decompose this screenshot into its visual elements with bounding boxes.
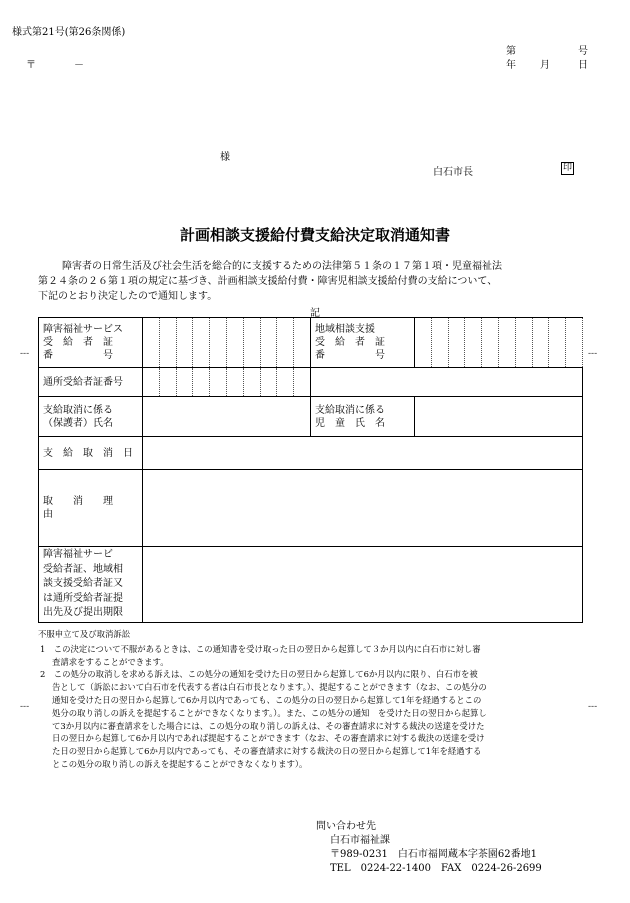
intro-line-2: 第２４条の２６第１項の規定に基づき、計画相談支援給付費・障害児相談支援給付費の支給について、 xyxy=(38,276,498,287)
service-cert-digit[interactable] xyxy=(193,318,210,368)
service-cert-digit[interactable] xyxy=(277,318,294,368)
guardian-name-label: 支給取消に係る （保護者）氏名 xyxy=(39,397,143,437)
form-number: 様式第21号(第26条関係) xyxy=(12,27,126,38)
table-row xyxy=(39,470,583,547)
regional-cert-digit[interactable] xyxy=(414,318,431,368)
margin-mark-right-top: --- xyxy=(588,349,598,359)
service-cert-digit[interactable] xyxy=(210,318,227,368)
cancel-reason-field[interactable] xyxy=(143,470,583,547)
cancel-reason-label: 取 消 理 由 xyxy=(39,470,143,547)
outpatient-cert-digit[interactable] xyxy=(226,368,243,397)
outpatient-cert-label: 通所受給者証番号 xyxy=(39,368,143,397)
seal-stamp: 印 xyxy=(563,163,573,173)
service-cert-label: 障害福祉サービス 受 給 者 証 番 号 xyxy=(39,318,143,368)
page-title: 計画相談支援給付費支給決定取消通知書 xyxy=(179,226,450,244)
child-name-field[interactable] xyxy=(414,397,582,437)
decision-form-table xyxy=(38,317,583,623)
table-row xyxy=(39,318,583,368)
regional-cert-digit[interactable] xyxy=(515,318,532,368)
outpatient-cert-digit[interactable] xyxy=(193,368,210,397)
doc-no-prefix: 第 xyxy=(506,46,516,57)
margin-mark-left-bottom: --- xyxy=(20,702,30,712)
sender-name: 白石市長 xyxy=(433,167,473,178)
regional-cert-label: 地域相談支援 受 給 者 証 番 号 xyxy=(310,318,414,368)
child-name-label: 支給取消に係る 児 童 氏 名 xyxy=(310,397,414,437)
date-month: 月 xyxy=(540,60,550,71)
regional-cert-digit[interactable] xyxy=(448,318,465,368)
outpatient-cert-digit[interactable] xyxy=(294,368,311,397)
guardian-name-field[interactable] xyxy=(143,397,311,437)
table-row xyxy=(39,368,583,397)
service-cert-digit[interactable] xyxy=(159,318,176,368)
recipient-honorific: 様 xyxy=(220,152,230,163)
appeal-item-1: 1 この決定について不服があるときは、この通知書を受け取った日の翌日から起算して３か月以内に白石市に対し審 査請求をすることができます。 xyxy=(40,643,481,667)
regional-cert-digit[interactable] xyxy=(482,318,499,368)
cancel-date-label: 支 給 取 消 日 xyxy=(39,437,143,470)
postal-mark: 〒 xyxy=(26,60,36,71)
service-cert-digit[interactable] xyxy=(143,318,160,368)
service-cert-digit[interactable] xyxy=(294,318,311,368)
regional-cert-digit[interactable] xyxy=(566,318,583,368)
margin-mark-left-top: --- xyxy=(20,349,30,359)
outpatient-cert-digit[interactable] xyxy=(143,368,160,397)
intro-line-3: 下記のとおり決定したので通知します。 xyxy=(38,291,218,302)
appeal-item-2: 2 この処分の取消しを求める訴えは、この処分の通知を受けた日の翌日から起算して6か月以内に限り、白石市を被 告として（訴訟において白石市を代表する者は白石市長となります。）、提起することができます（なお、この処分の 通知を受けた日の翌日から起算して6か月以内であっても、この処分の日の翌日から起算して1年を経過するとこの 処分の取り消しの訴えを提起することができなくなります。）。また、この処分の通知 を受けた日の翌日から起算し て3か月以内に審査請求をした場合には、この処分の取り消しの訴えは、その審査請求に対する裁決の送達を受けた 日の翌日から起算して6か月以内であれば提起することができます（なお、その審査請求に対する裁決の送達を受け た日の翌日から起算して6か月以内であっても、その審査請求に対する裁決の日の翌日から起算して1年を経過する とこの処分の取り消しの訴えを提起することができなくなります）。 xyxy=(40,669,487,769)
date-year: 年 xyxy=(506,60,516,71)
regional-cert-digit[interactable] xyxy=(532,318,549,368)
service-cert-digit[interactable] xyxy=(243,318,260,368)
outpatient-cert-digit[interactable] xyxy=(243,368,260,397)
outpatient-cert-digit[interactable] xyxy=(176,368,193,397)
ki-marker: 記 xyxy=(310,308,320,319)
margin-mark-right-bottom: --- xyxy=(588,702,598,712)
regional-cert-digit[interactable] xyxy=(465,318,482,368)
outpatient-cert-digit[interactable] xyxy=(210,368,227,397)
contact-dept: 白石市福祉課 xyxy=(330,835,390,846)
cancel-date-field[interactable] xyxy=(143,437,583,470)
doc-no-suffix: 号 xyxy=(578,46,588,57)
regional-cert-digit[interactable] xyxy=(549,318,566,368)
submission-field[interactable] xyxy=(143,547,583,623)
table-row xyxy=(39,437,583,470)
appeal-heading: 不服申立て及び取消訴訟 xyxy=(38,629,131,639)
regional-cert-digit[interactable] xyxy=(498,318,515,368)
outpatient-blank-cell xyxy=(310,368,582,397)
outpatient-cert-digit[interactable] xyxy=(277,368,294,397)
intro-line-1: 障害者の日常生活及び社会生活を総合的に支援するための法律第５１条の１７第１項・児童福祉法 xyxy=(62,261,502,272)
table-row xyxy=(39,397,583,437)
outpatient-cert-digit[interactable] xyxy=(260,368,277,397)
submission-label: 障害福祉サービ 受給者証、地域相 談支援受給者証又 は通所受給者証提 出先及び提出期限 xyxy=(39,547,143,623)
contact-heading: 問い合わせ先 xyxy=(316,821,376,832)
service-cert-digit[interactable] xyxy=(226,318,243,368)
contact-phone: TEL 0224-22-1400 FAX 0224-26-2699 xyxy=(330,863,542,874)
postal-dash: － xyxy=(74,60,84,71)
service-cert-digit[interactable] xyxy=(176,318,193,368)
table-row xyxy=(39,547,583,623)
outpatient-cert-digit[interactable] xyxy=(159,368,176,397)
service-cert-digit[interactable] xyxy=(260,318,277,368)
date-day: 日 xyxy=(578,60,588,71)
appeal-notes xyxy=(38,628,586,771)
regional-cert-digit[interactable] xyxy=(431,318,448,368)
contact-address: 〒989-0231 白石市福岡蔵本字茶園62番地1 xyxy=(330,849,538,860)
